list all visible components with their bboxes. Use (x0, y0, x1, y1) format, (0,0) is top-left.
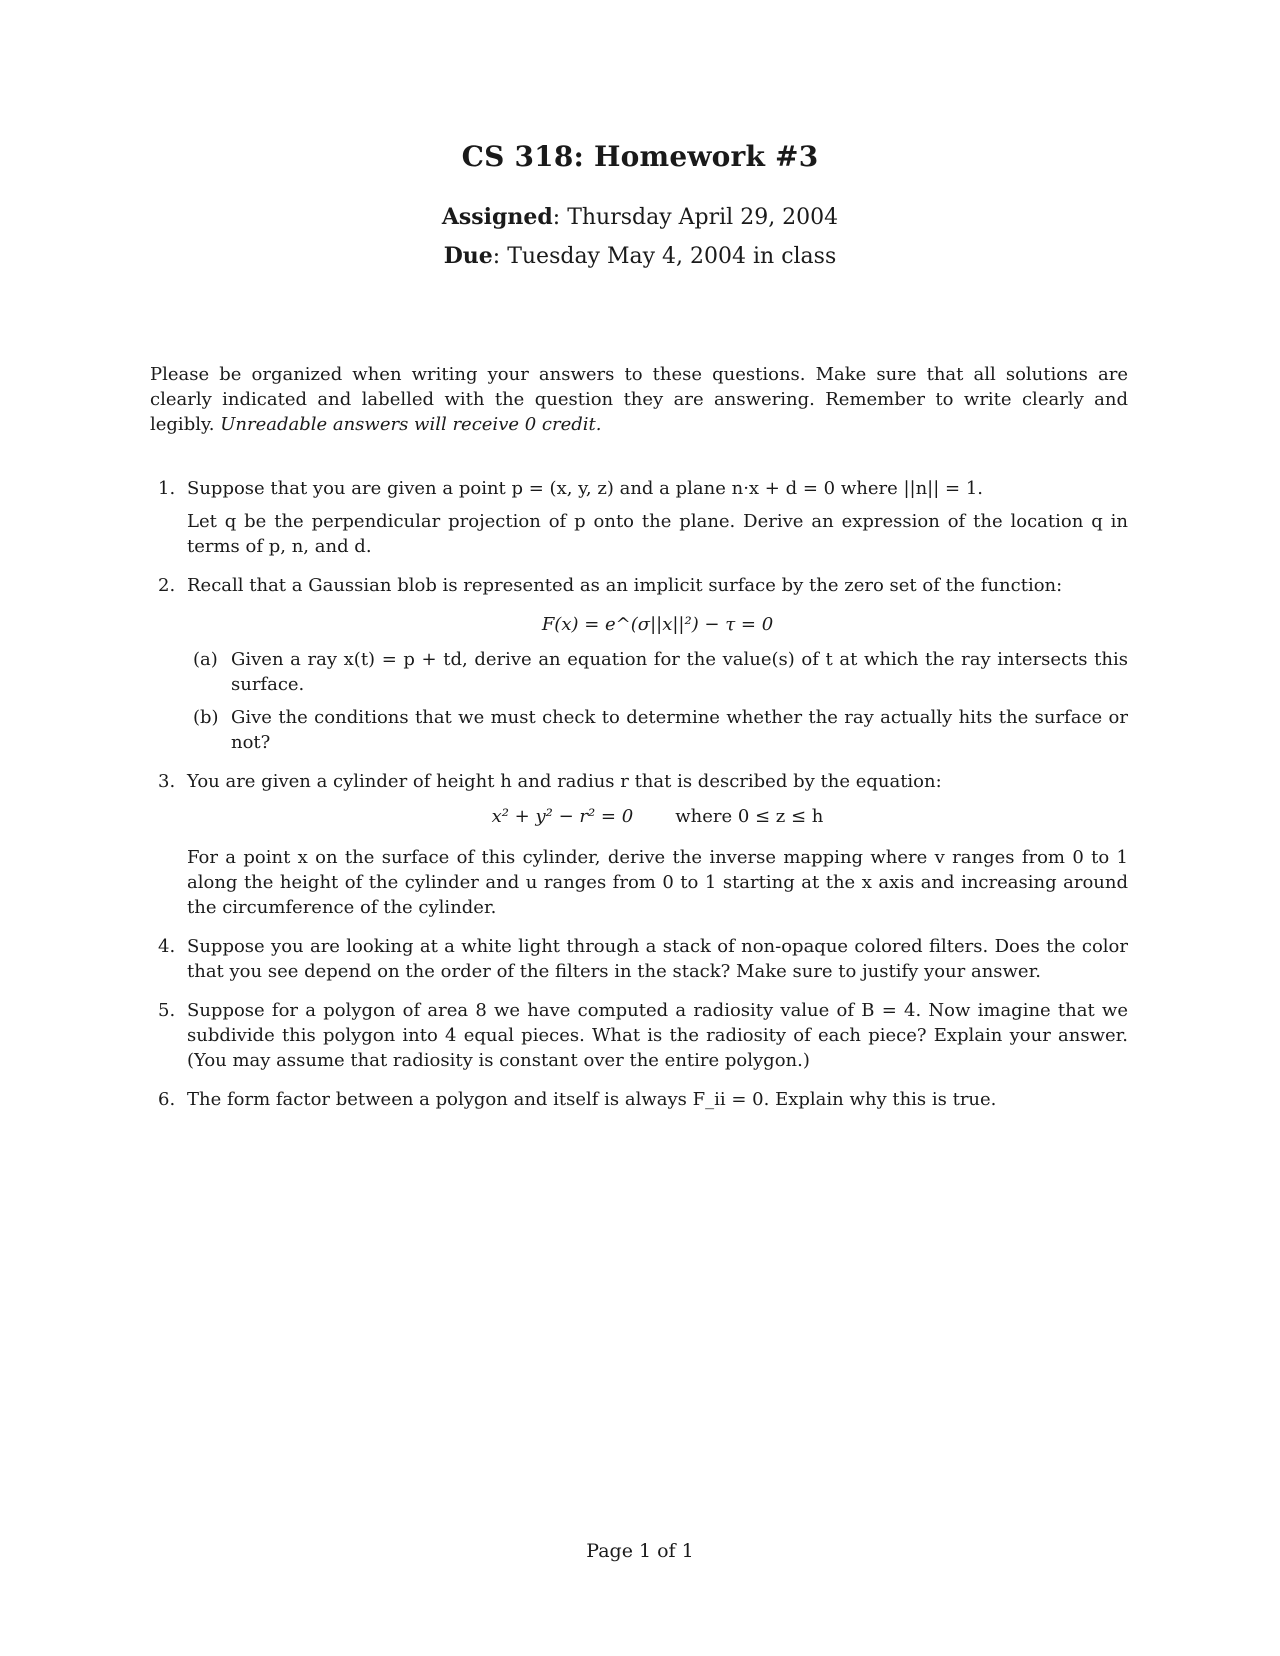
question-3-detail: For a point x on the surface of this cylinder, derive the inverse mapping where v ranges from 0 to 1 along the height of the cylinder and u ranges from 0 to 1 starting at the x axis and increasing around the circumference of the cylinder. (187, 847, 1128, 918)
question-2-text: Recall that a Gaussian blob is represented as an implicit surface by the zero set of the function: (187, 575, 1063, 596)
question-6-text: The form factor between a polygon and itself is always F_ii = 0. Explain why this is true. (187, 1089, 997, 1110)
question-1 (150, 476, 1128, 559)
question-4 (150, 934, 1128, 984)
question-number: 1. (158, 478, 176, 499)
question-number: 5. (158, 1000, 176, 1021)
cylinder-equation-left: x² + y² − r² = 0 (491, 806, 634, 827)
instructions-text: Please be organized when writing your answers to these questions. Make sure that all solutions are clearly indicated and labelled with the question they are answering. Remember to write clearly and legibly. (150, 364, 1128, 435)
question-3 (150, 769, 1128, 920)
page-number: Page 1 of 1 (586, 1540, 694, 1562)
assigned-value: : Thursday April 29, 2004 (552, 205, 839, 230)
question-1-text: Suppose that you are given a point p = (x, y, z) and a plane n·x + d = 0 where ||n|| = 1. (187, 478, 983, 499)
question-list (150, 476, 1128, 1126)
instructions-paragraph (150, 362, 1128, 437)
cylinder-equation (187, 804, 1128, 829)
page-title: CS 318: Homework #3 (461, 140, 819, 173)
gaussian-blob-equation: F(x) = e^(σ||x||²) − τ = 0 (541, 614, 774, 635)
due-date (0, 243, 1280, 269)
question-3-text: You are given a cylinder of height h and radius r that is described by the equation: (187, 771, 942, 792)
cylinder-equation-right: where 0 ≤ z ≤ h (675, 806, 824, 827)
due-label: Due (443, 243, 493, 269)
question-2b-text: Give the conditions that we must check to determine whether the ray actually hits the surface or not? (231, 707, 1128, 753)
subquestion-label: (a) (193, 649, 218, 670)
question-5-text: Suppose for a polygon of area 8 we have computed a radiosity value of B = 4. Now imagine that we subdivide this polygon into 4 equal pieces. What is the radiosity of each piece? Explain your answer. (You may assume that radiosity is constant over the entire polygon.) (187, 1000, 1128, 1071)
assigned-date (0, 204, 1280, 230)
question-number: 3. (158, 771, 176, 792)
question-number: 4. (158, 936, 176, 957)
question-number: 2. (158, 575, 176, 596)
question-4-text: Suppose you are looking at a white light through a stack of non-opaque colored filters. Does the color that you see depend on the order of the filters in the stack? Make sure to justify your answer. (187, 936, 1128, 982)
question-5 (150, 998, 1128, 1073)
instructions-emphasis: Unreadable answers will receive 0 credit. (220, 414, 602, 435)
question-2b (187, 705, 1128, 755)
question-2 (150, 573, 1128, 755)
question-2a (187, 647, 1128, 697)
question-1-detail: Let q be the perpendicular projection of p onto the plane. Derive an expression of the location q in terms of p, n, and d. (187, 511, 1128, 557)
subquestion-label: (b) (193, 707, 219, 728)
due-value: : Tuesday May 4, 2004 in class (492, 244, 837, 269)
question-number: 6. (158, 1089, 176, 1110)
question-6 (150, 1087, 1128, 1112)
assigned-label: Assigned (441, 204, 553, 230)
question-2a-text: Given a ray x(t) = p + td, derive an equation for the value(s) of t at which the ray intersects this surface. (231, 649, 1128, 695)
